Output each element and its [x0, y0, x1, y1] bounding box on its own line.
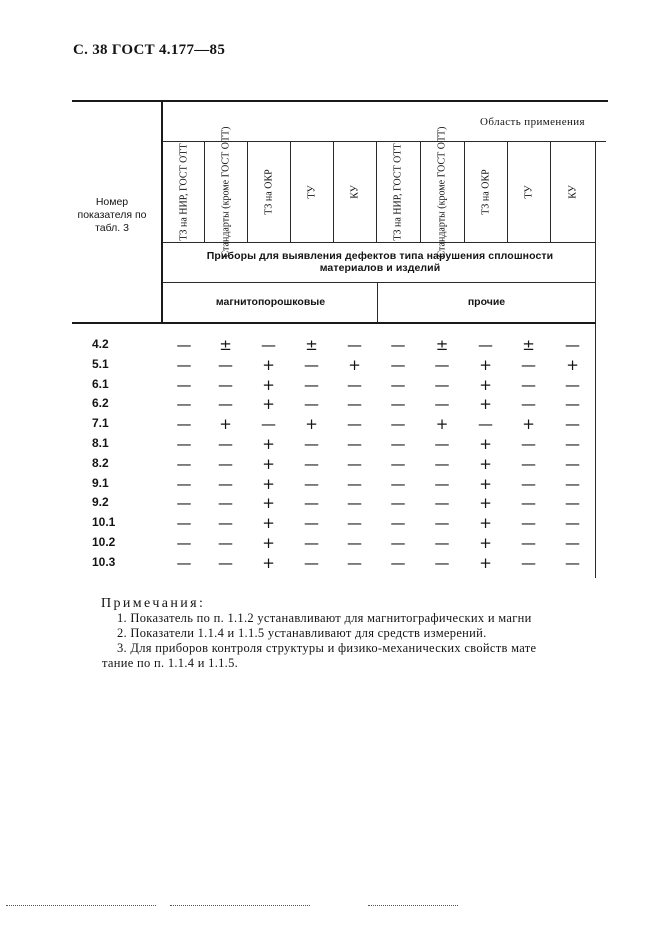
table-cell: — — [521, 435, 536, 453]
table-cell: — — [390, 553, 406, 572]
table-cell: + — [262, 454, 275, 473]
column-header-label: ТУ — [523, 185, 534, 199]
table-cell: — — [304, 534, 319, 552]
table-cell: — — [176, 494, 192, 513]
table-cell: — — [176, 375, 192, 394]
row-label: 7.1 — [92, 416, 109, 431]
notes-title: Примечания: — [101, 596, 206, 611]
table-cell: — — [565, 534, 580, 552]
table-cell: — — [218, 435, 233, 453]
table-cell: — — [434, 494, 450, 513]
table-cell: + — [479, 395, 492, 414]
table-cell: + — [262, 435, 275, 453]
column-header — [164, 143, 204, 241]
table-cell: ± — [305, 336, 318, 354]
table-cell: — — [434, 534, 450, 552]
table-cell: — — [218, 474, 233, 493]
group-left-label: магнитопорошковые — [215, 296, 326, 308]
span-title-line-2: материалов и изделий — [319, 262, 441, 274]
table-cell: — — [521, 514, 536, 533]
table-cell: — — [218, 534, 233, 552]
table-cell: + — [219, 415, 232, 434]
table-cell: ± — [219, 336, 232, 354]
column-header-label: ТУ — [306, 185, 317, 199]
table-cell: + — [262, 474, 275, 493]
table-cell: — — [347, 454, 362, 473]
table-cell: — — [434, 355, 450, 374]
table-cell: — — [434, 454, 450, 473]
table-cell: — — [565, 415, 580, 434]
table-cell: — — [478, 336, 493, 354]
row-label: 6.2 — [92, 396, 109, 411]
row-label: 10.1 — [92, 515, 116, 530]
table-cell: — — [434, 435, 450, 453]
group-right-label: прочие — [467, 296, 506, 308]
table-cell: — — [478, 415, 493, 434]
header-bottom-rule — [72, 322, 596, 324]
area-title: Область применения — [480, 116, 586, 128]
table-cell: ± — [522, 336, 535, 354]
table-cell: + — [566, 355, 579, 374]
table-cell: — — [390, 435, 406, 453]
column-header-label: ТЗ на НИР, ГОСТ ОТТ — [392, 143, 404, 241]
table-cell: + — [262, 494, 275, 513]
note-3: 3. Для приборов контроля структуры и физико-механических свойств мате — [117, 641, 537, 655]
table-cell: — — [565, 375, 580, 394]
table-cell: + — [479, 514, 492, 533]
table-cell: — — [390, 514, 406, 533]
row-label: 9.1 — [92, 475, 109, 490]
table-cell: — — [347, 514, 362, 533]
table-cell: — — [304, 355, 319, 374]
table-cell: — — [434, 395, 450, 414]
row-label: 5.1 — [92, 356, 109, 371]
table-cell: — — [347, 415, 362, 434]
table-cell: — — [565, 494, 580, 513]
row-label: 10.3 — [92, 554, 116, 569]
table-cell: — — [565, 553, 580, 572]
table-cell: — — [434, 375, 450, 394]
table-cell: — — [261, 415, 276, 434]
column-header-label: Стандарты (кроме ГОСТ ОТТ) — [220, 126, 231, 258]
table-cell: + — [262, 395, 275, 414]
table-cell: — — [390, 454, 406, 473]
span-title-bottom-rule — [163, 282, 595, 283]
table-cell: — — [347, 553, 362, 572]
table-cell: + — [479, 435, 492, 453]
table-cell: + — [479, 534, 492, 552]
table-cell: — — [390, 336, 406, 354]
table-cell: — — [347, 435, 362, 453]
column-header — [550, 146, 595, 238]
column-header — [204, 126, 247, 258]
scan-edge-mark-left — [6, 905, 156, 906]
table-cell: — — [304, 553, 319, 572]
table-cell: — — [176, 553, 192, 572]
table-cell: — — [304, 474, 319, 493]
table-cell: + — [305, 415, 318, 434]
row-label: 10.2 — [92, 535, 116, 549]
column-header-label: Стандарты (кроме ГОСТ ОТТ) — [436, 126, 448, 258]
table-cell: — — [261, 336, 276, 354]
table-cell: — — [521, 395, 536, 414]
table-cell: — — [176, 395, 192, 414]
table-cell: — — [565, 435, 580, 453]
table-cell: — — [176, 355, 192, 374]
table-cell: — — [304, 454, 319, 473]
table-cell: — — [390, 494, 406, 513]
table-right-edge — [595, 142, 596, 578]
table-cell: — — [521, 534, 536, 552]
column-header — [376, 143, 420, 241]
note-1: 1. Показатель по п. 1.1.2 устанавливают для магнитографических и магни — [117, 611, 532, 625]
table-cell: — — [176, 514, 192, 533]
table-cell: — — [347, 336, 362, 354]
table-cell: — — [347, 474, 362, 493]
row-label: 8.1 — [92, 436, 109, 450]
span-title-line-1: Приборы для выявления дефектов типа нарушения сплошности — [206, 250, 554, 262]
table-cell: + — [479, 454, 492, 473]
note-2: 2. Показатели 1.1.4 и 1.1.5 устанавливают для средств измерений. — [117, 626, 487, 640]
table-cell: — — [218, 514, 233, 533]
row-label: 8.2 — [92, 455, 109, 470]
table-cell: — — [304, 435, 319, 453]
table-cell: — — [521, 474, 536, 493]
table-cell: + — [262, 514, 275, 533]
table-cell: — — [304, 514, 319, 533]
table-cell: — — [521, 375, 536, 394]
table-cell: — — [521, 454, 536, 473]
table-cell: — — [390, 355, 406, 374]
column-header — [290, 146, 333, 238]
note-3-continued: тание по п. 1.1.4 и 1.1.5. — [102, 656, 239, 670]
table-cell: — — [434, 474, 450, 493]
column-header — [507, 146, 550, 238]
table-cell: — — [390, 534, 406, 552]
table-cell: + — [348, 355, 361, 374]
table-cell: — — [521, 355, 536, 374]
column-header-label: ТЗ на ОКР — [480, 169, 491, 215]
table-cell: — — [218, 355, 233, 374]
table-cell: + — [479, 375, 492, 394]
column-header — [420, 126, 464, 258]
table-cell: — — [176, 454, 192, 473]
header-column-divider — [161, 101, 163, 323]
column-header-label: КУ — [567, 185, 578, 199]
column-header-label: ТЗ на ОКР — [263, 169, 274, 215]
table-cell: — — [347, 395, 362, 414]
row-label: 6.1 — [92, 376, 109, 391]
table-cell: — — [521, 553, 536, 572]
table-cell: — — [304, 395, 319, 414]
scan-edge-mark-mid — [170, 905, 310, 906]
table-cell: — — [565, 454, 580, 473]
row-label: 9.2 — [92, 495, 109, 510]
table-cell: + — [479, 355, 492, 374]
table-cell: — — [218, 553, 233, 572]
scan-edge-mark-right — [368, 905, 458, 906]
table-cell: + — [435, 415, 449, 434]
table-cell: — — [390, 375, 406, 394]
table-cell: — — [176, 534, 192, 552]
table-cell: — — [434, 553, 450, 572]
column-header — [464, 146, 507, 238]
table-cell: — — [434, 514, 450, 533]
page-header: С. 38 ГОСТ 4.177—85 — [73, 42, 226, 58]
table-cell: — — [347, 534, 362, 552]
column-header — [247, 146, 290, 238]
table-cell: — — [521, 494, 536, 513]
table-cell: — — [218, 494, 233, 513]
table-cell: + — [262, 534, 275, 552]
table-cell: + — [479, 494, 492, 513]
table-cell: — — [565, 336, 580, 354]
column-header-label: ТЗ на НИР, ГОСТ ОТТ — [178, 143, 190, 241]
table-cell: — — [390, 474, 406, 493]
table-cell: — — [218, 375, 233, 394]
table-cell: + — [262, 553, 275, 572]
column-header-label: КУ — [349, 185, 360, 199]
table-cell: — — [218, 395, 233, 414]
table-cell: ± — [435, 336, 449, 354]
table-cell: — — [304, 494, 319, 513]
table-cell: — — [176, 474, 192, 493]
table-cell: — — [390, 415, 406, 434]
table-top-rule — [72, 100, 608, 102]
table-cell: — — [565, 474, 580, 493]
number-column-header: Номер показателя по табл. 3 — [77, 196, 147, 234]
table-cell: + — [262, 375, 275, 394]
table-cell: — — [176, 336, 192, 354]
table-cell: — — [347, 375, 362, 394]
column-header — [333, 146, 376, 238]
table-cell: + — [522, 415, 535, 434]
table-cell: — — [390, 395, 406, 414]
table-cell: — — [176, 435, 192, 453]
table-cell: — — [565, 395, 580, 414]
table-cell: — — [304, 375, 319, 394]
row-label: 4.2 — [92, 337, 109, 351]
table-cell: + — [479, 553, 492, 572]
table-cell: — — [176, 415, 192, 434]
table-cell: + — [479, 474, 492, 493]
table-cell: — — [218, 454, 233, 473]
table-cell: + — [262, 355, 275, 374]
table-cell: — — [565, 514, 580, 533]
table-cell: — — [347, 494, 362, 513]
